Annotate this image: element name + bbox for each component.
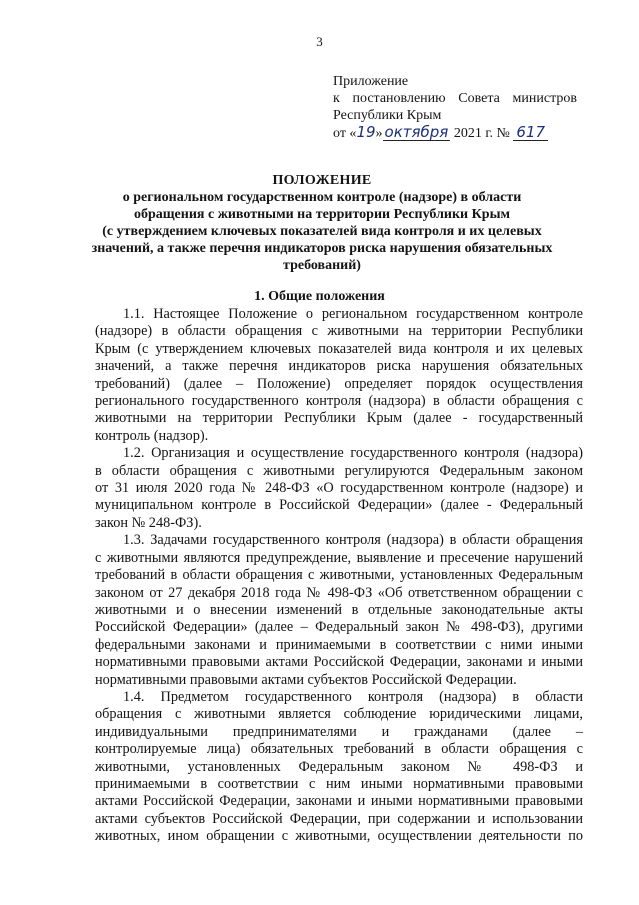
- paragraph-line: 1.3. Задачами государственного контроля (надзора) в области обращения: [123, 532, 583, 549]
- paragraph-line: значений, а также перечня индикаторов риска нарушения обязательных: [95, 358, 583, 375]
- paragraph-line: животными, установленных Федеральным законом № 498-ФЗ и: [95, 758, 583, 775]
- title-line: значений, а также перечня индикаторов риска нарушения обязательных: [91, 241, 553, 256]
- paragraph-line: требований) (далее – Положение) определяет порядок осуществления: [95, 375, 583, 392]
- paragraph-line: обращения с животными является соблюдение юридическими лицами,: [95, 706, 583, 723]
- title-line: (с утверждением ключевых показателей вида контроля и их целевых: [102, 224, 542, 239]
- handwritten-decree-number: 617: [513, 125, 548, 141]
- section-heading: 1. Общие положения: [254, 289, 385, 304]
- paragraph-line: федеральными законами и принимаемыми в соответствии с ними иными: [95, 636, 583, 653]
- document-title: [66, 172, 578, 274]
- paragraph-line: регионального государственного контроля (надзора) в области обращения с: [95, 393, 583, 410]
- paragraph-line: животными на территории Республики Крым (далее - государственный: [95, 410, 583, 427]
- date-prefix: от «: [333, 126, 357, 141]
- paragraph-line: актами Российской Федерации, законами и иными нормативными правовыми: [95, 793, 583, 810]
- paragraph-line: муниципальном контроле в Российской Федерации» (далее - Федеральный: [95, 497, 583, 514]
- page-number: 3: [316, 34, 323, 49]
- title-main: ПОЛОЖЕНИЕ: [272, 173, 372, 188]
- paragraph-line: контроль (надзор).: [95, 427, 209, 444]
- paragraph-line: Российской Федерации» (далее – Федеральный закон № 498-ФЗ), другими: [95, 619, 583, 636]
- paragraph-line: 1.4. Предметом государственного контроля (надзора) в области: [123, 688, 583, 705]
- paragraph-line: контролируемые лица) обязательных требований в области обращения с: [95, 741, 583, 758]
- handwritten-month: октября: [384, 123, 449, 141]
- date-year: 2021 г. №: [453, 126, 510, 141]
- title-line: требований): [283, 258, 361, 273]
- paragraph-line: требований в области обращения с животными, установленных Федеральным: [95, 567, 583, 584]
- paragraph-line: животными и о внесении изменений в отдельные законодательные акты: [95, 601, 583, 618]
- date-separator: »: [375, 126, 383, 141]
- paragraph-line: (надзоре) в области обращения с животными на территории Республики: [95, 323, 583, 340]
- paragraph-line: Крым (с утверждением ключевых показателей вида контроля и их целевых: [95, 340, 583, 357]
- paragraph-line: нормативными правовыми актами субъектов Российской Федерации.: [95, 671, 517, 688]
- appendix-block: [333, 73, 577, 142]
- paragraph-line: 1.1. Настоящее Положение о региональном государственном контроле: [123, 306, 583, 322]
- paragraph-line: 1.2. Организация и осуществление государственного контроля (надзора): [123, 445, 583, 462]
- paragraph-line: в области обращения с животными регулируются Федеральным законом: [95, 462, 583, 479]
- title-line: о региональном государственном контроле (надзоре) в области: [122, 190, 522, 205]
- paragraph-line: закон № 248-ФЗ).: [95, 514, 202, 531]
- paragraph-line: с животными являются предупреждение, выявление и пресечение нарушений: [95, 549, 583, 566]
- paragraph-line: животных, ином обращении с животными, осуществлении деятельности по: [95, 828, 583, 845]
- appendix-label: Приложение: [333, 74, 409, 89]
- body-text: [95, 306, 583, 846]
- appendix-date-line: [333, 124, 577, 142]
- appendix-decree-line: к постановлению Совета министров: [333, 91, 577, 106]
- paragraph-line: законом от 27 декабря 2018 года № 498-ФЗ «Об ответственном обращении с: [95, 584, 583, 601]
- appendix-authority-line: Республики Крым: [333, 108, 442, 123]
- title-line: обращения с животными на территории Республики Крым: [133, 207, 511, 222]
- paragraph-line: нормативными правовыми актами Российской Федерации, законами и иными: [95, 654, 583, 671]
- handwritten-day: 19: [356, 123, 376, 141]
- paragraph-line: от 31 июля 2020 года № 248-ФЗ «О государственном контроле (надзоре) и: [95, 480, 583, 497]
- paragraph-line: индивидуальными предпринимателями и гражданами (далее –: [95, 723, 583, 740]
- paragraph-line: актами субъектов Российской Федерации, при содержании и использовании: [95, 810, 583, 827]
- paragraph-line: принимаемыми в соответствии с ним иными нормативными правовыми: [95, 775, 583, 792]
